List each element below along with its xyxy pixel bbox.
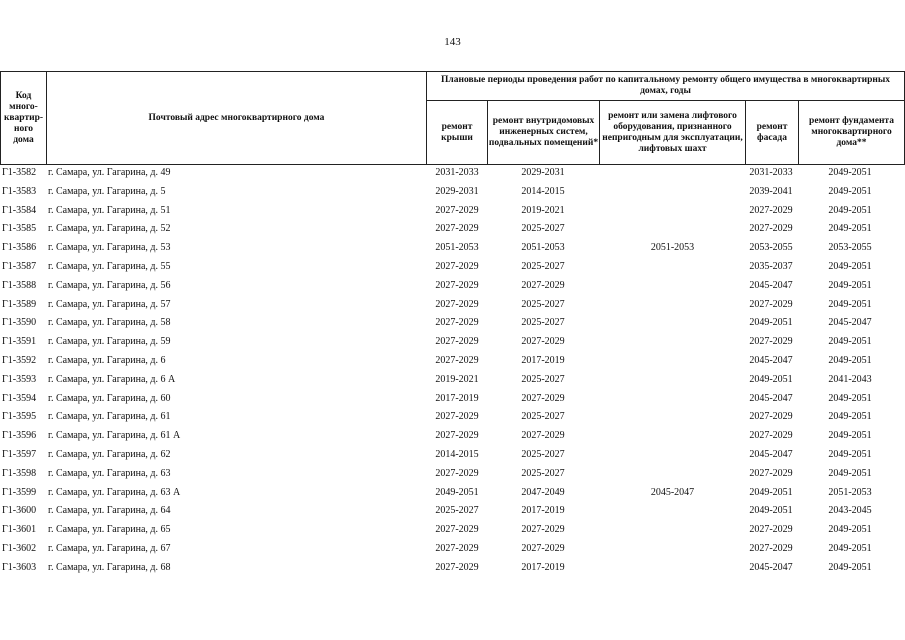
cell-engineering: 2027-2029 bbox=[521, 336, 565, 348]
cell-code: Г1-3601 bbox=[2, 524, 37, 536]
cell-facade: 2039-2041 bbox=[749, 185, 793, 197]
cell-roof: 2027-2029 bbox=[435, 317, 479, 329]
cell-engineering: 2025-2027 bbox=[521, 373, 565, 385]
cell-code: Г1-3598 bbox=[2, 467, 37, 479]
cell-foundation: 2051-2053 bbox=[828, 486, 872, 498]
cell-code: Г1-3593 bbox=[2, 373, 37, 385]
table-row bbox=[0, 259, 905, 278]
table-row bbox=[0, 391, 905, 410]
table-row bbox=[0, 278, 905, 297]
cell-facade: 2027-2029 bbox=[749, 542, 793, 554]
cell-foundation: 2049-2051 bbox=[828, 298, 872, 310]
cell-facade: 2027-2029 bbox=[749, 524, 793, 536]
cell-lift: 2051-2053 bbox=[650, 242, 695, 254]
table-row bbox=[0, 315, 905, 334]
cell-facade: 2027-2029 bbox=[749, 467, 793, 479]
cell-foundation: 2049-2051 bbox=[828, 524, 872, 536]
header-lift bbox=[599, 100, 746, 165]
header-lift-label: ремонт или замена лифтового оборудования, признанного непригодным для эксплуатации, лифтовых шахт bbox=[602, 110, 743, 154]
cell-facade: 2053-2055 bbox=[749, 242, 793, 254]
cell-engineering: 2025-2027 bbox=[521, 298, 565, 310]
cell-address: г. Самара, ул. Гагарина, д. 6 bbox=[48, 354, 166, 366]
cell-facade: 2027-2029 bbox=[749, 336, 793, 348]
cell-roof: 2025-2027 bbox=[435, 505, 479, 517]
cell-address: г. Самара, ул. Гагарина, д. 51 bbox=[48, 204, 171, 216]
cell-engineering: 2027-2029 bbox=[521, 279, 565, 291]
cell-foundation: 2049-2051 bbox=[828, 392, 872, 404]
cell-engineering: 2051-2053 bbox=[521, 242, 565, 254]
cell-foundation: 2049-2051 bbox=[828, 467, 872, 479]
cell-roof: 2027-2029 bbox=[435, 430, 479, 442]
cell-engineering: 2014-2015 bbox=[521, 185, 565, 197]
cell-facade: 2049-2051 bbox=[749, 373, 793, 385]
cell-address: г. Самара, ул. Гагарина, д. 63 bbox=[48, 467, 171, 479]
cell-address: г. Самара, ул. Гагарина, д. 57 bbox=[48, 298, 171, 310]
table-row bbox=[0, 447, 905, 466]
cell-engineering: 2047-2049 bbox=[521, 486, 565, 498]
header-engineering bbox=[487, 100, 600, 165]
header-foundation-label: ремонт фундамента многоквартирного дома** bbox=[809, 116, 894, 148]
cell-roof: 2027-2029 bbox=[435, 542, 479, 554]
cell-code: Г1-3585 bbox=[2, 223, 37, 235]
cell-facade: 2035-2037 bbox=[749, 260, 793, 272]
header-foundation bbox=[798, 100, 905, 165]
table-row bbox=[0, 165, 905, 184]
table-row bbox=[0, 221, 905, 240]
cell-roof: 2027-2029 bbox=[435, 467, 479, 479]
cell-facade: 2045-2047 bbox=[749, 448, 793, 460]
cell-foundation: 2045-2047 bbox=[828, 317, 872, 329]
header-address bbox=[46, 71, 427, 165]
table-row bbox=[0, 409, 905, 428]
cell-facade: 2027-2029 bbox=[749, 223, 793, 235]
cell-foundation: 2049-2051 bbox=[828, 430, 872, 442]
table-row bbox=[0, 184, 905, 203]
cell-foundation: 2041-2043 bbox=[828, 373, 872, 385]
table-row bbox=[0, 541, 905, 560]
cell-address: г. Самара, ул. Гагарина, д. 58 bbox=[48, 317, 171, 329]
cell-roof: 2027-2029 bbox=[435, 561, 479, 573]
cell-code: Г1-3586 bbox=[2, 242, 37, 254]
cell-engineering: 2017-2019 bbox=[521, 354, 565, 366]
header-roof bbox=[426, 100, 488, 165]
cell-engineering: 2017-2019 bbox=[521, 505, 565, 517]
cell-address: г. Самара, ул. Гагарина, д. 59 bbox=[48, 336, 171, 348]
cell-address: г. Самара, ул. Гагарина, д. 64 bbox=[48, 505, 171, 517]
table-row bbox=[0, 428, 905, 447]
cell-foundation: 2049-2051 bbox=[828, 204, 872, 216]
cell-engineering: 2025-2027 bbox=[521, 223, 565, 235]
cell-code: Г1-3589 bbox=[2, 298, 37, 310]
cell-foundation: 2049-2051 bbox=[828, 167, 872, 178]
table-row bbox=[0, 353, 905, 372]
header-group-label: Плановые периоды проведения работ по капитальному ремонту общего имущества в многоквартирных домах, годы bbox=[441, 75, 890, 96]
cell-engineering: 2029-2031 bbox=[521, 167, 565, 178]
cell-address: г. Самара, ул. Гагарина, д. 55 bbox=[48, 260, 171, 272]
header-code-label: Код много-квартир-ного дома bbox=[3, 90, 44, 145]
cell-roof: 2049-2051 bbox=[435, 486, 479, 498]
header-roof-label: ремонт крыши bbox=[441, 121, 473, 143]
cell-roof: 2027-2029 bbox=[435, 524, 479, 536]
cell-roof: 2014-2015 bbox=[435, 448, 479, 460]
cell-address: г. Самара, ул. Гагарина, д. 61 А bbox=[48, 430, 181, 442]
cell-roof: 2027-2029 bbox=[435, 336, 479, 348]
cell-address: г. Самара, ул. Гагарина, д. 63 А bbox=[48, 486, 181, 498]
cell-code: Г1-3596 bbox=[2, 430, 37, 442]
cell-address: г. Самара, ул. Гагарина, д. 56 bbox=[48, 279, 171, 291]
table-row bbox=[0, 203, 905, 222]
cell-roof: 2027-2029 bbox=[435, 279, 479, 291]
cell-facade: 2049-2051 bbox=[749, 505, 793, 517]
cell-engineering: 2025-2027 bbox=[521, 467, 565, 479]
cell-foundation: 2049-2051 bbox=[828, 185, 872, 197]
cell-roof: 2027-2029 bbox=[435, 411, 479, 423]
cell-code: Г1-3590 bbox=[2, 317, 37, 329]
cell-code: Г1-3602 bbox=[2, 542, 37, 554]
cell-foundation: 2043-2045 bbox=[828, 505, 872, 517]
cell-code: Г1-3599 bbox=[2, 486, 37, 498]
cell-foundation: 2049-2051 bbox=[828, 279, 872, 291]
table-row bbox=[0, 297, 905, 316]
cell-foundation: 2049-2051 bbox=[828, 223, 872, 235]
cell-code: Г1-3588 bbox=[2, 279, 37, 291]
cell-facade: 2027-2029 bbox=[749, 204, 793, 216]
cell-code: Г1-3591 bbox=[2, 336, 37, 348]
cell-engineering: 2027-2029 bbox=[521, 524, 565, 536]
cell-address: г. Самара, ул. Гагарина, д. 53 bbox=[48, 242, 171, 254]
cell-foundation: 2049-2051 bbox=[828, 448, 872, 460]
cell-code: Г1-3583 bbox=[2, 185, 37, 197]
cell-foundation: 2049-2051 bbox=[828, 542, 872, 554]
cell-address: г. Самара, ул. Гагарина, д. 60 bbox=[48, 392, 171, 404]
table-row bbox=[0, 466, 905, 485]
cell-foundation: 2049-2051 bbox=[828, 260, 872, 272]
cell-facade: 2027-2029 bbox=[749, 430, 793, 442]
table-row bbox=[0, 334, 905, 353]
header-address-label: Почтовый адрес многоквартирного дома bbox=[148, 112, 325, 123]
cell-address: г. Самара, ул. Гагарина, д. 49 bbox=[48, 167, 171, 178]
header-group bbox=[426, 71, 905, 101]
cell-address: г. Самара, ул. Гагарина, д. 65 bbox=[48, 524, 171, 536]
cell-code: Г1-3582 bbox=[2, 167, 37, 178]
cell-engineering: 2017-2019 bbox=[521, 561, 565, 573]
cell-address: г. Самара, ул. Гагарина, д. 62 bbox=[48, 448, 171, 460]
cell-roof: 2027-2029 bbox=[435, 223, 479, 235]
header-facade bbox=[745, 100, 799, 165]
cell-facade: 2027-2029 bbox=[749, 298, 793, 310]
cell-roof: 2019-2021 bbox=[435, 373, 479, 385]
cell-facade: 2045-2047 bbox=[749, 354, 793, 366]
cell-roof: 2027-2029 bbox=[435, 354, 479, 366]
table-row bbox=[0, 485, 905, 504]
cell-roof: 2029-2031 bbox=[435, 185, 479, 197]
cell-facade: 2049-2051 bbox=[749, 486, 793, 498]
cell-foundation: 2053-2055 bbox=[828, 242, 872, 254]
table-row bbox=[0, 560, 905, 579]
cell-foundation: 2049-2051 bbox=[828, 561, 872, 573]
cell-engineering: 2025-2027 bbox=[521, 260, 565, 272]
cell-address: г. Самара, ул. Гагарина, д. 68 bbox=[48, 561, 171, 573]
table-row bbox=[0, 503, 905, 522]
header-facade-label: ремонт фасада bbox=[756, 121, 788, 143]
header-engineering-label: ремонт внутридомовых инженерных систем, подвальных помещений* bbox=[488, 116, 599, 148]
cell-address: г. Самара, ул. Гагарина, д. 5 bbox=[48, 185, 166, 197]
cell-code: Г1-3587 bbox=[2, 260, 37, 272]
table-row bbox=[0, 240, 905, 259]
cell-lift: 2045-2047 bbox=[650, 486, 695, 498]
cell-engineering: 2025-2027 bbox=[521, 448, 565, 460]
cell-foundation: 2049-2051 bbox=[828, 354, 872, 366]
cell-code: Г1-3592 bbox=[2, 354, 37, 366]
cell-facade: 2031-2033 bbox=[749, 167, 793, 178]
cell-address: г. Самара, ул. Гагарина, д. 52 bbox=[48, 223, 171, 235]
cell-roof: 2027-2029 bbox=[435, 260, 479, 272]
cell-code: Г1-3584 bbox=[2, 204, 37, 216]
cell-address: г. Самара, ул. Гагарина, д. 6 А bbox=[48, 373, 176, 385]
cell-engineering: 2025-2027 bbox=[521, 411, 565, 423]
cell-foundation: 2049-2051 bbox=[828, 336, 872, 348]
cell-engineering: 2027-2029 bbox=[521, 430, 565, 442]
cell-code: Г1-3603 bbox=[2, 561, 37, 573]
table-row bbox=[0, 522, 905, 541]
table-row bbox=[0, 372, 905, 391]
cell-engineering: 2019-2021 bbox=[521, 204, 565, 216]
cell-code: Г1-3595 bbox=[2, 411, 37, 423]
cell-roof: 2017-2019 bbox=[435, 392, 479, 404]
table-body bbox=[0, 165, 905, 579]
cell-address: г. Самара, ул. Гагарина, д. 67 bbox=[48, 542, 171, 554]
cell-roof: 2051-2053 bbox=[435, 242, 479, 254]
cell-code: Г1-3594 bbox=[2, 392, 37, 404]
cell-roof: 2027-2029 bbox=[435, 298, 479, 310]
cell-facade: 2045-2047 bbox=[749, 279, 793, 291]
page-number: 143 bbox=[444, 36, 461, 48]
cell-code: Г1-3597 bbox=[2, 448, 37, 460]
cell-roof: 2031-2033 bbox=[435, 167, 479, 178]
cell-code: Г1-3600 bbox=[2, 505, 37, 517]
cell-facade: 2049-2051 bbox=[749, 317, 793, 329]
cell-engineering: 2027-2029 bbox=[521, 542, 565, 554]
cell-facade: 2045-2047 bbox=[749, 392, 793, 404]
cell-engineering: 2025-2027 bbox=[521, 317, 565, 329]
cell-facade: 2045-2047 bbox=[749, 561, 793, 573]
header-code bbox=[0, 71, 47, 165]
cell-roof: 2027-2029 bbox=[435, 204, 479, 216]
cell-engineering: 2027-2029 bbox=[521, 392, 565, 404]
cell-foundation: 2049-2051 bbox=[828, 411, 872, 423]
cell-facade: 2027-2029 bbox=[749, 411, 793, 423]
cell-address: г. Самара, ул. Гагарина, д. 61 bbox=[48, 411, 171, 423]
